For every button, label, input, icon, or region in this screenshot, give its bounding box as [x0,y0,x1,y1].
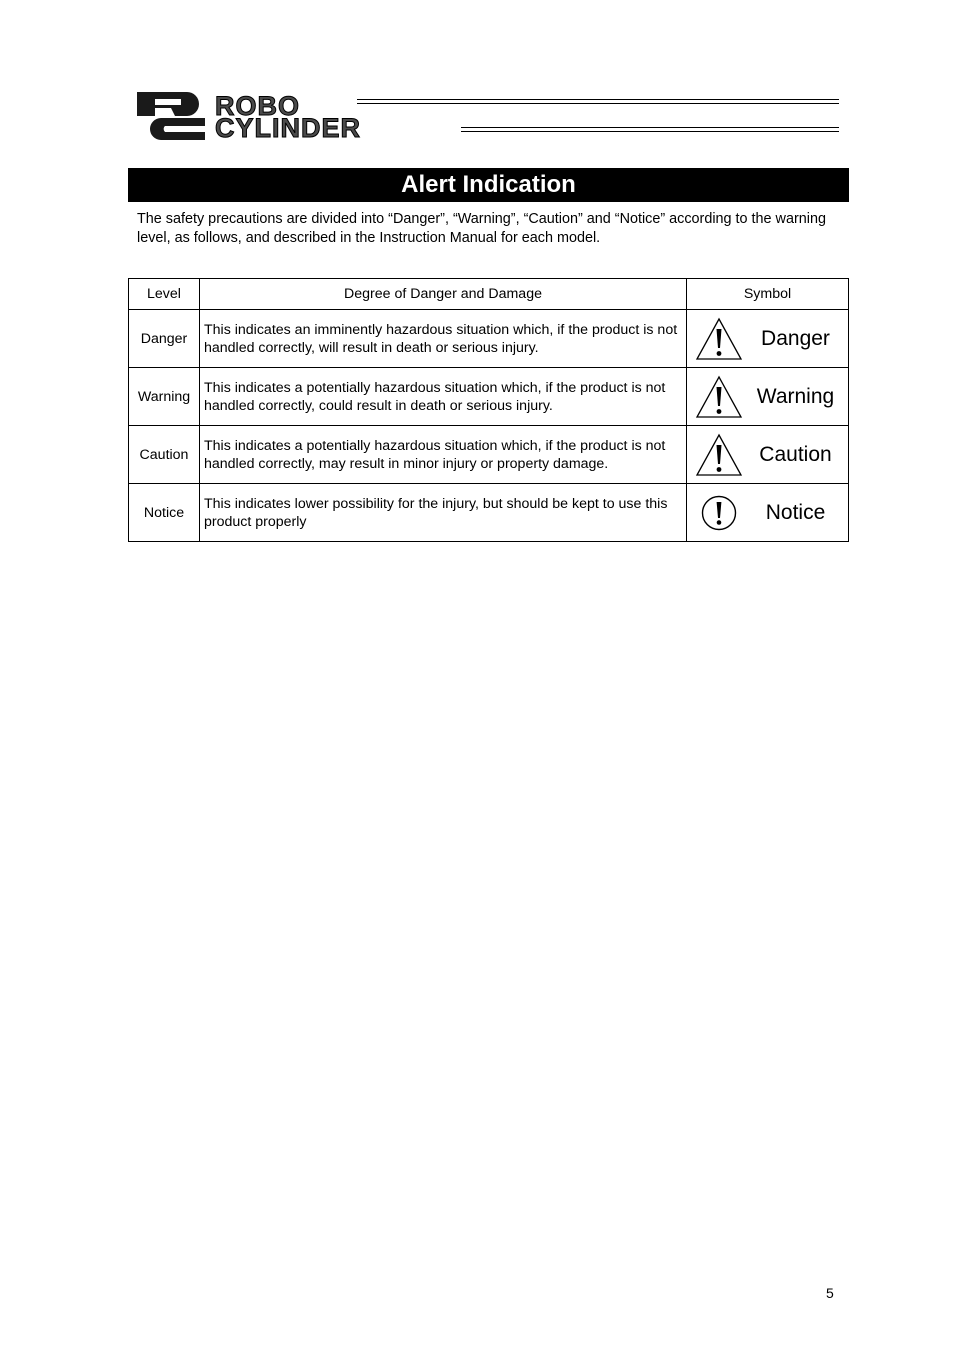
symbol-cell [687,368,849,426]
level-cell: Caution [129,426,200,484]
symbol-label: Caution [759,442,832,466]
warning-triangle-icon [695,433,743,477]
table-row [129,368,849,426]
header-degree: Degree of Danger and Damage [200,279,687,310]
description-cell: This indicates an imminently hazardous situation which, if the product is not handled correctly, will result in death or serious injury. [200,310,687,368]
page-number: 5 [826,1285,834,1301]
table-header-row [129,279,849,310]
header-symbol: Symbol [687,279,849,310]
intro-paragraph: The safety precautions are divided into “Danger”, “Warning”, “Caution” and “Notice” according to the warning level, as follows, and described in the Instruction Manual for each model. [137,211,826,246]
alert-level-table [128,278,849,542]
logo-word-robo: ROBO [215,91,300,121]
symbol-cell [687,426,849,484]
header-rule-top-2 [357,103,839,104]
table-row [129,484,849,542]
section-title: Alert Indication [128,168,849,202]
level-cell: Warning [129,368,200,426]
symbol-label: Warning [756,384,835,408]
symbol-label: Danger [761,326,830,350]
description-cell: This indicates a potentially hazardous situation which, if the product is not handled correctly, could result in death or serious injury. [200,368,687,426]
symbol-cell [687,310,849,368]
description-cell: This indicates a potentially hazardous situation which, if the product is not handled correctly, may result in minor injury or property damage. [200,426,687,484]
warning-triangle-icon [695,375,743,419]
header-rule-bottom-1 [461,127,839,128]
warning-triangle-icon [695,317,743,361]
header-rule-top-1 [357,99,839,100]
level-cell: Notice [129,484,200,542]
description-cell: This indicates lower possibility for the injury, but should be kept to use this product properly [200,484,687,542]
table-row [129,426,849,484]
header-level: Level [129,279,200,310]
symbol-cell [687,484,849,542]
logo-word-cylinder: CYLINDER [215,113,362,143]
robo-cylinder-logo [135,90,845,146]
level-cell: Danger [129,310,200,368]
header-rule-bottom-2 [461,131,839,132]
rc-logo-mark-icon [135,90,210,142]
table-row [129,310,849,368]
exclamation-circle-icon [695,493,743,533]
symbol-label: Notice [765,500,826,524]
